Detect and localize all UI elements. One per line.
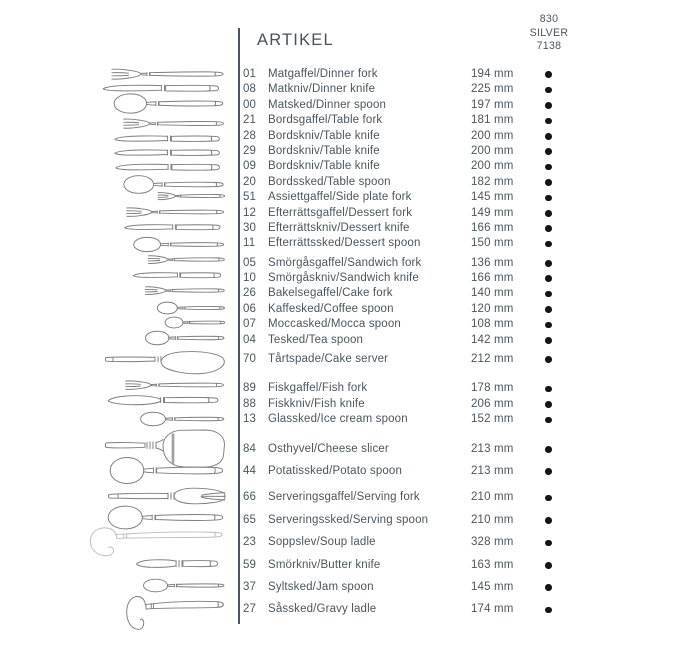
availability-dot bbox=[545, 356, 552, 363]
item-length: 200 mm bbox=[471, 129, 514, 142]
item-number: 07 bbox=[243, 318, 257, 331]
availability-dot bbox=[545, 179, 552, 186]
item-name: Smörkniv/Butter knife bbox=[268, 558, 381, 571]
table-row bbox=[241, 221, 641, 236]
spoon-icon bbox=[141, 412, 224, 425]
table-row bbox=[241, 159, 641, 174]
item-name: Serveringsgaffel/Serving fork bbox=[268, 491, 420, 504]
availability-dot bbox=[545, 386, 552, 393]
item-length: 210 mm bbox=[471, 491, 514, 504]
fork-icon bbox=[127, 208, 224, 216]
item-length: 149 mm bbox=[471, 206, 514, 219]
item-number: 06 bbox=[243, 302, 257, 315]
table-row bbox=[241, 190, 641, 205]
fork-icon bbox=[126, 381, 224, 389]
item-name: Soppslev/Soup ladle bbox=[268, 536, 376, 549]
table-row bbox=[241, 333, 641, 348]
item-name: Syltsked/Jam spoon bbox=[268, 580, 374, 593]
table-row bbox=[241, 302, 641, 317]
item-length: 178 mm bbox=[471, 382, 514, 395]
availability-dot bbox=[545, 495, 552, 502]
item-name: Smörgåsgaffel/Sandwich fork bbox=[268, 256, 422, 269]
table-row bbox=[241, 256, 641, 271]
table-row bbox=[241, 317, 641, 332]
item-name: Tesked/Tea spoon bbox=[268, 333, 364, 346]
code-line-3: 7138 bbox=[536, 40, 562, 53]
spoon-icon bbox=[134, 237, 224, 251]
item-length: 200 mm bbox=[471, 144, 514, 157]
item-name: Smörgåskniv/Sandwich knife bbox=[268, 272, 419, 285]
spoon-icon bbox=[157, 302, 224, 314]
item-number: 01 bbox=[243, 68, 257, 80]
availability-dot bbox=[545, 241, 552, 248]
ladle-icon bbox=[90, 528, 222, 556]
availability-dot bbox=[545, 417, 552, 424]
spoon-icon bbox=[108, 506, 222, 529]
item-length: 197 mm bbox=[471, 98, 514, 111]
item-number: 84 bbox=[243, 442, 257, 455]
item-name: Efterrättssked/Dessert spoon bbox=[268, 237, 421, 250]
item-number: 44 bbox=[243, 464, 257, 477]
table-row bbox=[241, 67, 641, 82]
item-name: Fiskgaffel/Fish fork bbox=[268, 382, 368, 395]
row-group bbox=[241, 381, 641, 427]
item-number: 11 bbox=[243, 237, 256, 250]
spoon-icon bbox=[165, 317, 225, 328]
knife-icon bbox=[133, 273, 220, 278]
table-row bbox=[241, 513, 641, 528]
item-name: Potatissked/Potato spoon bbox=[268, 464, 403, 477]
item-number: 30 bbox=[243, 221, 257, 234]
fork-icon bbox=[148, 256, 224, 264]
table-row bbox=[241, 98, 641, 113]
item-name: Matkniv/Dinner knife bbox=[268, 83, 376, 96]
row-group bbox=[241, 513, 641, 528]
fish-knife-icon bbox=[108, 396, 218, 405]
availability-dot bbox=[545, 584, 552, 591]
availability-dot bbox=[545, 446, 552, 453]
availability-dot bbox=[545, 401, 552, 408]
item-length: 181 mm bbox=[471, 114, 514, 127]
availability-dot bbox=[545, 195, 552, 202]
availability-dot bbox=[545, 102, 552, 109]
article-list bbox=[241, 67, 641, 618]
item-name: Serveringssked/Serving spoon bbox=[268, 513, 429, 526]
item-number: 89 bbox=[243, 382, 257, 395]
item-name: Bordskniv/Table knife bbox=[268, 144, 380, 157]
item-name: Kaffesked/Coffee spoon bbox=[268, 302, 394, 315]
knife-icon bbox=[115, 150, 219, 156]
spoon-icon bbox=[124, 176, 223, 194]
table-row bbox=[241, 442, 641, 457]
item-length: 225 mm bbox=[471, 83, 514, 96]
item-number: 13 bbox=[243, 413, 257, 426]
knife-icon bbox=[115, 136, 219, 142]
item-name: Fiskkniv/Fish knife bbox=[268, 397, 365, 410]
table-row bbox=[241, 129, 641, 144]
table-row bbox=[241, 144, 641, 159]
table-row bbox=[241, 412, 641, 427]
item-length: 210 mm bbox=[471, 513, 514, 526]
item-name: Glassked/Ice cream spoon bbox=[268, 413, 408, 426]
item-length: 136 mm bbox=[471, 256, 514, 269]
item-length: 140 mm bbox=[471, 287, 514, 300]
fork-icon bbox=[124, 119, 224, 128]
item-length: 145 mm bbox=[471, 191, 514, 204]
column-rule bbox=[238, 28, 240, 624]
availability-dot bbox=[545, 225, 552, 232]
spoon-icon bbox=[114, 94, 223, 113]
item-number: 23 bbox=[243, 536, 257, 549]
availability-dot bbox=[545, 562, 552, 569]
fork-icon bbox=[158, 193, 224, 200]
item-number: 09 bbox=[243, 160, 257, 173]
availability-dot bbox=[545, 71, 552, 78]
item-number: 00 bbox=[243, 98, 257, 111]
row-group bbox=[241, 580, 641, 595]
item-number: 04 bbox=[243, 333, 257, 346]
item-name: Matgaffel/Dinner fork bbox=[268, 68, 378, 80]
availability-dot bbox=[545, 118, 552, 125]
item-length: 182 mm bbox=[471, 175, 514, 188]
item-name: Såssked/Gravy ladle bbox=[268, 603, 377, 616]
serving-fork-icon bbox=[108, 488, 225, 504]
row-group bbox=[241, 464, 641, 479]
item-number: 51 bbox=[243, 191, 257, 204]
item-name: Moccasked/Mocca spoon bbox=[268, 318, 401, 331]
item-length: 108 mm bbox=[471, 318, 514, 331]
row-group bbox=[241, 442, 641, 457]
availability-dot bbox=[545, 607, 552, 614]
table-row bbox=[241, 535, 641, 550]
item-number: 66 bbox=[243, 491, 257, 504]
availability-dot bbox=[545, 133, 552, 140]
table-row bbox=[241, 381, 641, 396]
item-number: 12 bbox=[243, 206, 257, 219]
item-number: 65 bbox=[243, 513, 257, 526]
row-group bbox=[241, 352, 641, 367]
availability-dot bbox=[545, 322, 552, 329]
item-name: Efterrättsgaffel/Dessert fork bbox=[268, 206, 413, 219]
item-number: 21 bbox=[243, 114, 257, 127]
spoon-icon bbox=[144, 579, 224, 592]
item-number: 28 bbox=[243, 129, 257, 142]
availability-dot bbox=[545, 260, 552, 267]
row-group bbox=[241, 535, 641, 550]
row-group bbox=[241, 490, 641, 505]
item-number: 88 bbox=[243, 397, 257, 410]
code-column-header bbox=[515, 13, 583, 54]
knife-icon bbox=[125, 225, 220, 230]
item-number: 37 bbox=[243, 580, 257, 593]
item-number: 29 bbox=[243, 144, 257, 157]
table-row bbox=[241, 286, 641, 301]
item-name: Bordskniv/Table knife bbox=[268, 129, 380, 142]
item-length: 194 mm bbox=[471, 68, 514, 80]
item-length: 206 mm bbox=[471, 397, 514, 410]
spoon-icon bbox=[146, 331, 224, 344]
code-line-1: 830 bbox=[539, 13, 559, 25]
item-length: 163 mm bbox=[471, 558, 514, 571]
table-row bbox=[241, 82, 641, 97]
item-name: Bordssked/Table spoon bbox=[268, 175, 391, 188]
item-name: Osthyvel/Cheese slicer bbox=[268, 442, 389, 455]
availability-dot bbox=[545, 291, 552, 298]
fork-icon bbox=[145, 287, 224, 295]
ladle-icon bbox=[127, 597, 224, 630]
availability-dot bbox=[545, 210, 552, 217]
availability-dot bbox=[545, 164, 552, 171]
page-title: ARTIKEL bbox=[257, 31, 334, 49]
availability-dot bbox=[545, 148, 552, 155]
item-length: 174 mm bbox=[471, 603, 514, 616]
item-length: 212 mm bbox=[471, 353, 514, 366]
item-name: Tårtspade/Cake server bbox=[268, 353, 389, 366]
availability-dot bbox=[545, 87, 552, 94]
butter-knife-icon bbox=[136, 560, 217, 568]
item-number: 10 bbox=[243, 272, 257, 285]
cake-server-icon bbox=[105, 352, 224, 374]
item-number: 08 bbox=[243, 83, 257, 96]
item-name: Bordsgaffel/Table fork bbox=[268, 114, 383, 127]
item-name: Bakelsegaffel/Cake fork bbox=[268, 287, 393, 300]
fork-icon bbox=[112, 69, 223, 79]
item-length: 120 mm bbox=[471, 302, 514, 315]
availability-dot bbox=[545, 306, 552, 313]
item-length: 152 mm bbox=[471, 413, 514, 426]
row-group bbox=[241, 558, 641, 573]
item-number: 05 bbox=[243, 256, 257, 269]
table-row bbox=[241, 580, 641, 595]
availability-dot bbox=[545, 517, 552, 524]
item-length: 213 mm bbox=[471, 464, 514, 477]
item-length: 213 mm bbox=[471, 442, 514, 455]
knife-icon bbox=[116, 164, 220, 170]
cheese-slicer-icon bbox=[105, 430, 224, 467]
item-length: 145 mm bbox=[471, 580, 514, 593]
availability-dot bbox=[545, 540, 552, 547]
table-row bbox=[241, 490, 641, 505]
table-row bbox=[241, 602, 641, 617]
item-length: 150 mm bbox=[471, 237, 514, 250]
item-name: Matsked/Dinner spoon bbox=[268, 98, 387, 111]
table-row bbox=[241, 352, 641, 367]
item-number: 27 bbox=[243, 603, 257, 616]
item-number: 59 bbox=[243, 558, 257, 571]
item-number: 20 bbox=[243, 175, 257, 188]
spoon-icon bbox=[110, 457, 223, 483]
item-name: Assiettgaffel/Side plate fork bbox=[268, 191, 412, 204]
table-row bbox=[241, 113, 641, 128]
item-length: 166 mm bbox=[471, 272, 514, 285]
item-name: Bordskniv/Table knife bbox=[268, 160, 380, 173]
table-row bbox=[241, 206, 641, 221]
item-number: 26 bbox=[243, 287, 257, 300]
code-line-2: SILVER bbox=[529, 26, 569, 39]
table-row bbox=[241, 236, 641, 251]
row-group bbox=[241, 256, 641, 348]
availability-dot bbox=[545, 468, 552, 475]
row-group bbox=[241, 67, 641, 252]
availability-dot bbox=[545, 337, 552, 344]
item-length: 328 mm bbox=[471, 536, 514, 549]
knife-icon bbox=[103, 85, 218, 91]
item-length: 200 mm bbox=[471, 160, 514, 173]
table-row bbox=[241, 558, 641, 573]
item-number: 70 bbox=[243, 353, 257, 366]
row-group bbox=[241, 602, 641, 617]
item-length: 166 mm bbox=[471, 221, 514, 234]
table-row bbox=[241, 397, 641, 412]
item-length: 142 mm bbox=[471, 333, 514, 346]
item-name: Efterrättskniv/Dessert knife bbox=[268, 221, 410, 234]
table-row bbox=[241, 464, 641, 479]
table-row bbox=[241, 175, 641, 190]
table-row bbox=[241, 271, 641, 286]
availability-dot bbox=[545, 275, 552, 282]
